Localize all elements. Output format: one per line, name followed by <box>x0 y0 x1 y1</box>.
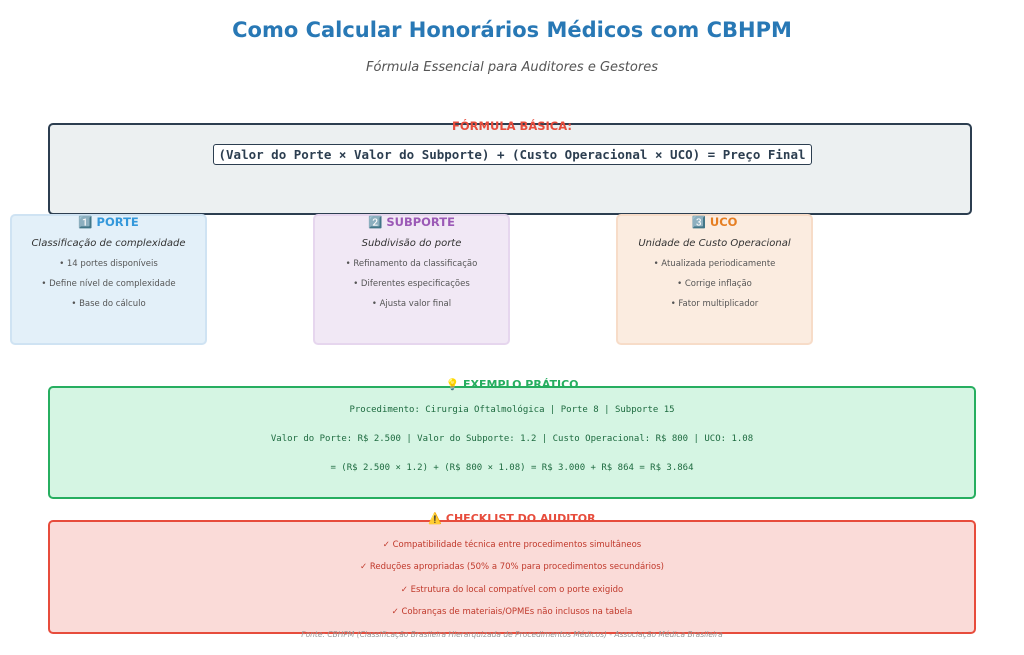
example-label: 💡 EXEMPLO PRÁTICO <box>445 378 579 391</box>
card-subporte-item: • Ajusta valor final <box>371 299 452 309</box>
card-uco-item: • Atualizada periodicamente <box>653 259 776 269</box>
card-porte-item: • 14 portes disponíveis <box>59 259 158 269</box>
checklist-item: ✓ Cobranças de materiais/OPMEs não inclusos na tabela <box>391 607 633 617</box>
card-subporte-subtitle: Subdivisão do porte <box>361 238 462 249</box>
card-uco-item: • Corrige inflação <box>677 279 752 289</box>
checklist-item: ✓ Compatibilidade técnica entre procedimentos simultâneos <box>382 540 642 550</box>
card-porte-title: 1️⃣ PORTE <box>78 215 139 229</box>
example-line: Valor do Porte: R$ 2.500 | Valor do Subporte: 1.2 | Custo Operacional: R$ 800 | UCO: 1.08 <box>270 434 754 444</box>
formula-box <box>48 123 972 215</box>
card-subporte-item: • Diferentes especificações <box>353 279 470 289</box>
source-footer: Fonte: CBHPM (Classificação Brasileira Hierarquizada de Procedimentos Médicos) - Associação Médica Brasileira <box>301 630 723 639</box>
card-subporte-item: • Refinamento da classificação <box>345 259 478 269</box>
example-line: = (R$ 2.500 × 1.2) + (R$ 800 × 1.08) = R$ 3.000 + R$ 864 = R$ 3.864 <box>330 463 694 473</box>
page-title: Como Calcular Honorários Médicos com CBHPM <box>232 18 792 42</box>
card-porte-item: • Base do cálculo <box>71 299 146 309</box>
checklist-item: ✓ Reduções apropriadas (50% a 70% para procedimentos secundários) <box>360 562 664 572</box>
page-subtitle: Fórmula Essencial para Auditores e Gestores <box>366 60 658 75</box>
card-porte-item: • Define nível de complexidade <box>41 279 176 289</box>
formula-label: FÓRMULA BÁSICA: <box>452 119 572 133</box>
formula-text-wrap <box>0 144 1024 165</box>
card-uco-item: • Fator multiplicador <box>670 299 759 309</box>
checklist-label: ⚠️ CHECKLIST DO AUDITOR <box>428 512 596 525</box>
card-uco-title: 3️⃣ UCO <box>691 215 738 229</box>
card-uco-subtitle: Unidade de Custo Operacional <box>638 238 791 249</box>
example-line: Procedimento: Cirurgia Oftalmológica | Porte 8 | Subporte 15 <box>349 405 675 415</box>
checklist-item: ✓ Estrutura do local compatível com o porte exigido <box>400 585 624 595</box>
card-subporte-title: 2️⃣ SUBPORTE <box>368 215 455 229</box>
formula-text: (Valor do Porte × Valor do Subporte) + (Custo Operacional × UCO) = Preço Final <box>213 144 812 165</box>
card-porte-subtitle: Classificação de complexidade <box>31 238 186 249</box>
